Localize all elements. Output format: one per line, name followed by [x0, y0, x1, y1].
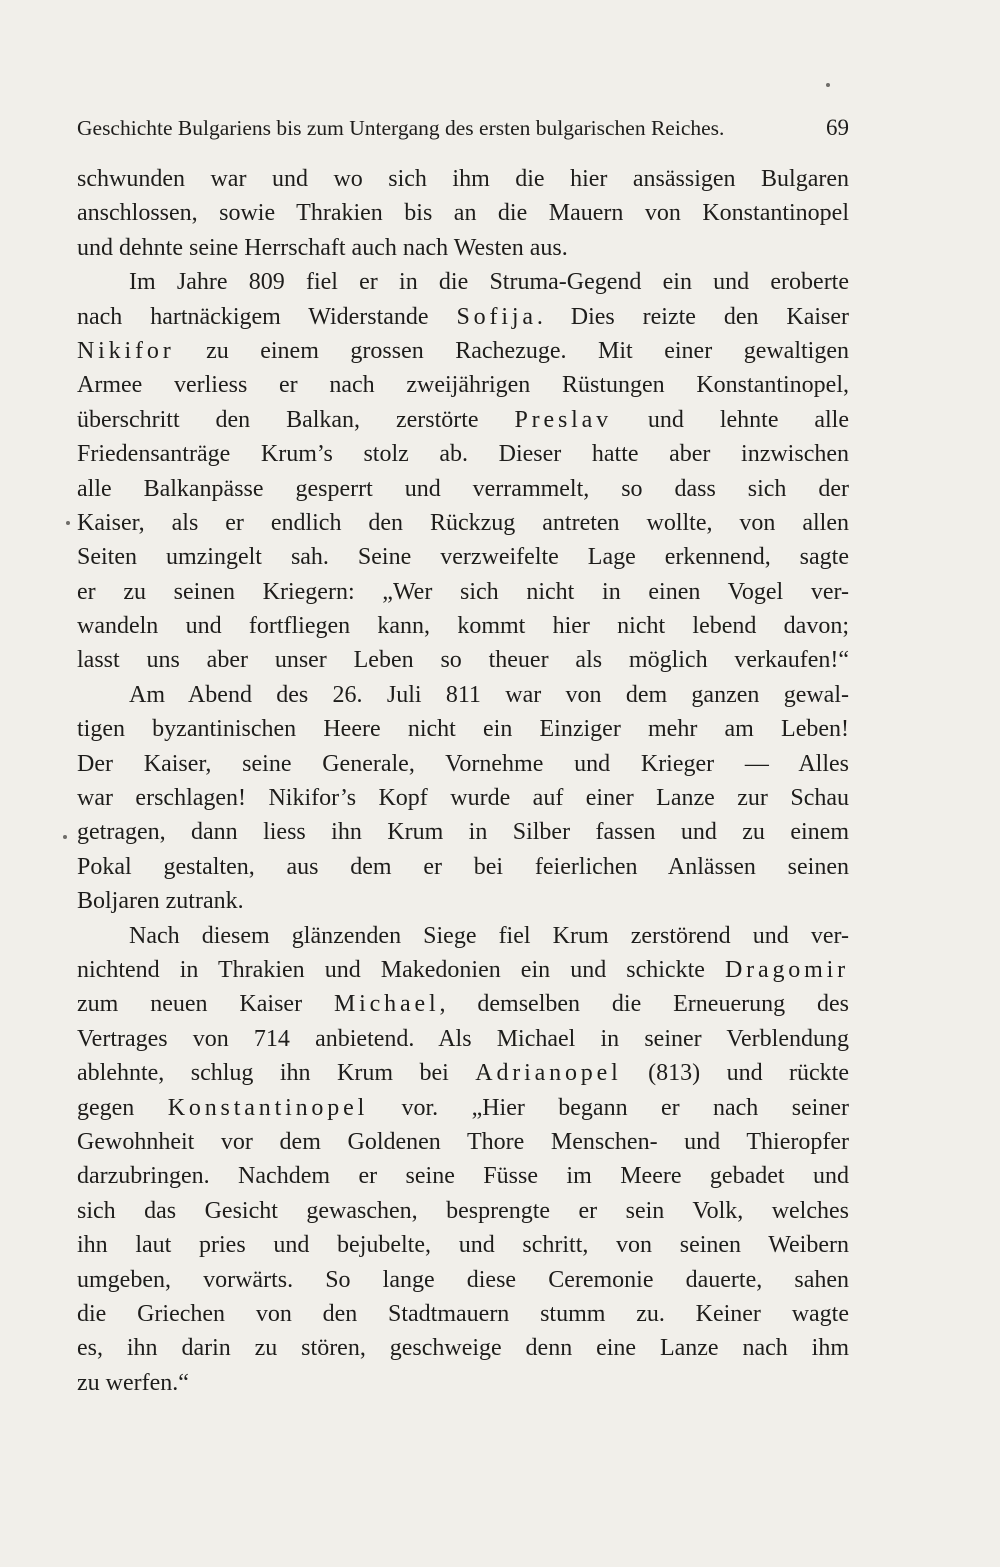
text-segment: die Griechen von den Stadtmauern stumm zu. Keiner wagte	[77, 1300, 849, 1327]
text-line	[77, 368, 849, 402]
text-segment: Am Abend des 26. Juli 811 war von dem ganzen gewal-	[129, 681, 849, 708]
text-line	[77, 162, 849, 196]
text-line	[77, 712, 849, 746]
text-segment: Vertrages von 714 anbietend. Als Michael in seiner Verblendung	[77, 1025, 849, 1052]
text-line	[77, 781, 849, 815]
text-segment: und lehnte alle	[612, 406, 849, 433]
text-segment: Der Kaiser, seine Generale, Vornehme und Krieger — Alles	[77, 750, 849, 777]
text-line	[77, 953, 849, 987]
text-line	[77, 747, 849, 781]
spaced-name: Dragomir	[724, 956, 849, 983]
text-segment: darzubringen. Nachdem er seine Füsse im Meere gebadet und	[77, 1163, 849, 1190]
text-line	[77, 575, 849, 609]
body-text	[77, 162, 849, 1400]
paper-speck	[826, 83, 830, 87]
text-line	[77, 334, 849, 368]
text-segment: zum neuen Kaiser	[77, 991, 334, 1018]
text-segment: (813) und rückte	[621, 1060, 849, 1087]
text-segment: gegen	[77, 1094, 168, 1121]
text-segment: lasst uns aber unser Leben so theuer als möglich verkaufen!“	[77, 647, 849, 674]
text-segment: Pokal gestalten, aus dem er bei feierlichen Anlässen seinen	[77, 853, 849, 880]
text-segment: es, ihn darin zu stören, geschweige denn eine Lanze nach ihm	[77, 1335, 849, 1362]
text-line	[77, 1297, 849, 1331]
page-number: 69	[826, 115, 849, 140]
text-segment: Nach diesem glänzenden Siege fiel Krum zerstörend und ver-	[129, 922, 849, 949]
text-line	[77, 678, 849, 712]
text-segment: er zu seinen Kriegern: „Wer sich nicht in einen Vogel ver-	[77, 578, 849, 605]
spaced-name: Nikifor	[77, 337, 175, 364]
text-segment: , demselben die Erneuerung des	[439, 991, 849, 1018]
running-head	[77, 112, 849, 144]
text-line	[77, 1366, 849, 1400]
text-segment: ablehnte, schlug ihn Krum bei	[77, 1060, 476, 1087]
text-segment: vor. „Hier begann er nach seiner	[368, 1094, 849, 1121]
text-line	[77, 1228, 849, 1262]
text-line	[77, 472, 849, 506]
text-segment: überschritt den Balkan, zerstörte	[77, 406, 515, 433]
text-line	[77, 196, 849, 230]
text-segment: umgeben, vorwärts. So lange diese Ceremonie dauerte, sahen	[77, 1266, 849, 1293]
text-line	[77, 643, 849, 677]
text-segment: Gewohnheit vor dem Goldenen Thore Menschen- und Thieropfer	[77, 1128, 849, 1155]
text-line	[77, 1194, 849, 1228]
spaced-name: Adrianopel	[475, 1060, 622, 1087]
spaced-name: Michael	[333, 991, 440, 1018]
text-line	[77, 987, 849, 1021]
text-segment: Friedensanträge Krum’s stolz ab. Dieser hatte aber inzwischen	[77, 441, 849, 468]
text-segment: Im Jahre 809 fiel er in die Struma-Gegend ein und eroberte	[129, 269, 849, 296]
text-line	[77, 540, 849, 574]
text-line	[77, 1125, 849, 1159]
text-line	[77, 1159, 849, 1193]
text-line	[77, 1022, 849, 1056]
text-line	[77, 1056, 849, 1090]
text-segment: nach hartnäckigem Widerstande	[77, 303, 457, 330]
spaced-name: Preslav	[514, 406, 613, 433]
text-segment: Seiten umzingelt sah. Seine verzweifelte Lage erkennend, sagte	[77, 544, 849, 571]
text-line	[77, 884, 849, 918]
running-head-title: Geschichte Bulgariens bis zum Untergang des ersten bulgarischen Reiches.	[77, 116, 725, 140]
text-line	[77, 1091, 849, 1125]
text-segment: Kaiser, als er endlich den Rückzug antreten wollte, von allen	[77, 509, 849, 536]
text-segment: anschlossen, sowie Thrakien bis an die Mauern von Konstantinopel	[77, 200, 849, 227]
text-segment: zu werfen.“	[77, 1369, 189, 1396]
text-line	[77, 231, 849, 265]
paper-speck	[66, 521, 70, 525]
text-segment: schwunden war und wo sich ihm die hier ansässigen Bulgaren	[77, 166, 849, 192]
paper-speck	[63, 835, 67, 839]
text-segment: Boljaren zutrank.	[77, 888, 244, 915]
text-segment: zu einem grossen Rachezuge. Mit einer gewaltigen	[174, 337, 849, 364]
text-line	[77, 919, 849, 953]
text-segment: Armee verliess er nach zweijährigen Rüstungen Konstantinopel,	[77, 372, 849, 399]
text-segment: . Dies reizte den Kaiser	[536, 303, 849, 330]
text-segment: und dehnte seine Herrschaft auch nach Westen aus.	[77, 234, 568, 261]
text-segment: war erschlagen! Nikifor’s Kopf wurde auf einer Lanze zur Schau	[77, 785, 849, 812]
text-segment: ihn laut pries und bejubelte, und schritt, von seinen Weibern	[77, 1232, 849, 1259]
text-segment: alle Balkanpässe gesperrt und verrammelt, so dass sich der	[77, 475, 849, 502]
text-line	[77, 850, 849, 884]
text-segment: getragen, dann liess ihn Krum in Silber fassen und zu einem	[77, 819, 849, 846]
text-segment: nichtend in Thrakien und Makedonien ein und schickte	[77, 956, 725, 983]
spaced-name: Sofija	[456, 303, 537, 330]
text-line	[77, 1263, 849, 1297]
text-line	[77, 265, 849, 299]
text-line	[77, 506, 849, 540]
text-segment: wandeln und fortfliegen kann, kommt hier nicht lebend davon;	[77, 613, 849, 640]
text-segment: sich das Gesicht gewaschen, besprengte er sein Volk, welches	[77, 1197, 849, 1224]
text-line	[77, 609, 849, 643]
text-line	[77, 1331, 849, 1365]
text-line	[77, 437, 849, 471]
text-line	[77, 300, 849, 334]
spaced-name: Konstantinopel	[167, 1094, 369, 1121]
text-segment: tigen byzantinischen Heere nicht ein Einziger mehr am Leben!	[77, 716, 849, 743]
text-line	[77, 815, 849, 849]
text-line	[77, 403, 849, 437]
